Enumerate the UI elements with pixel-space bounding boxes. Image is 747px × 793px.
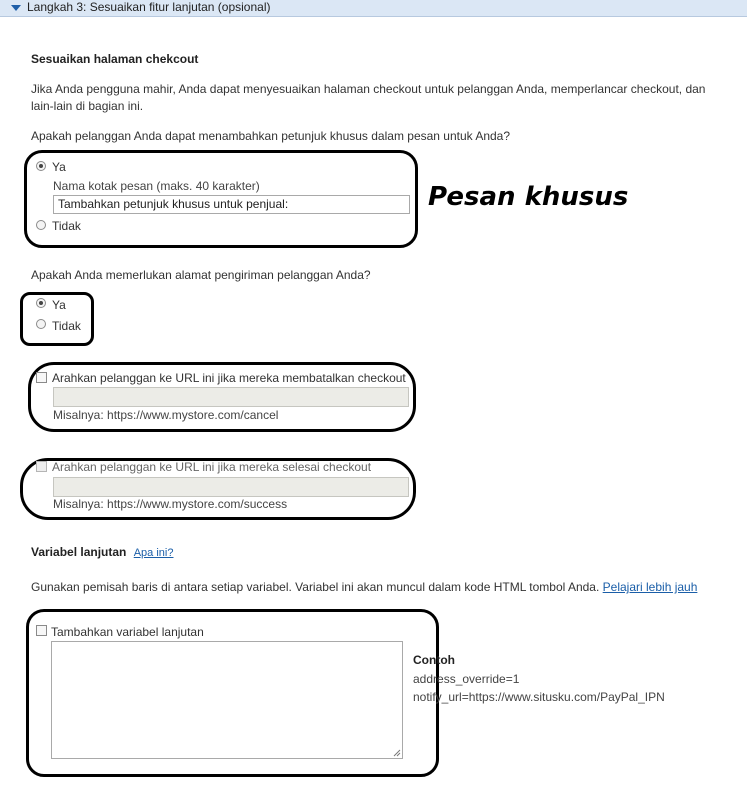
special-note-yes-label: Ya xyxy=(52,160,66,174)
advanced-vars-label: Tambahkan variabel lanjutan xyxy=(51,625,204,639)
special-note-no-label: Tidak xyxy=(52,219,81,233)
annotation-pesan-khusus: Pesan khusus xyxy=(428,182,629,212)
step-header[interactable] xyxy=(0,0,747,17)
resize-grip-icon[interactable] xyxy=(393,749,401,757)
success-url-input[interactable] xyxy=(53,477,409,497)
advanced-vars-checkbox[interactable] xyxy=(36,625,47,636)
success-url-checkbox[interactable] xyxy=(36,461,47,472)
step-header-title: Langkah 3: Sesuaikan fitur lanjutan (opsional) xyxy=(27,0,271,14)
example-line-1: address_override=1 xyxy=(413,672,520,686)
message-box-name-input[interactable]: Tambahkan petunjuk khusus untuk penjual: xyxy=(53,195,410,214)
example-title: Contoh xyxy=(413,653,455,667)
cancel-url-example: Misalnya: https://www.mystore.com/cancel xyxy=(53,408,279,422)
message-box-name-label: Nama kotak pesan (maks. 40 karakter) xyxy=(53,179,260,193)
cancel-url-label: Arahkan pelanggan ke URL ini jika mereka membatalkan checkout xyxy=(52,371,406,385)
checkout-desc-line1: Jika Anda pengguna mahir, Anda dapat menyesuaikan halaman checkout untuk pelanggan Anda, memperlancar checkout, dan xyxy=(31,82,706,96)
shipping-yes-radio[interactable] xyxy=(36,298,46,308)
shipping-no-label: Tidak xyxy=(52,319,81,333)
shipping-question: Apakah Anda memerlukan alamat pengiriman pelanggan Anda? xyxy=(31,268,371,282)
success-url-example: Misalnya: https://www.mystore.com/success xyxy=(53,497,288,511)
collapse-arrow-icon[interactable] xyxy=(11,5,21,11)
example-line-2: notify_url=https://www.situsku.com/PayPal_IPN xyxy=(413,690,665,704)
success-url-label: Arahkan pelanggan ke URL ini jika mereka selesai checkout xyxy=(52,460,372,474)
special-note-no-radio[interactable] xyxy=(36,220,46,230)
learn-more-link[interactable]: Pelajari lebih jauh xyxy=(602,580,698,594)
cancel-url-input[interactable] xyxy=(53,387,409,407)
cancel-url-checkbox[interactable] xyxy=(36,372,47,383)
special-note-yes-radio[interactable] xyxy=(36,161,46,171)
checkout-heading: Sesuaikan halaman chekcout xyxy=(31,52,199,66)
shipping-yes-label: Ya xyxy=(52,298,66,312)
advanced-desc: Gunakan pemisah baris di antara setiap variabel. Variabel ini akan muncul dalam kode HTML tombol Anda. xyxy=(31,580,600,594)
advanced-heading: Variabel lanjutan xyxy=(31,545,127,559)
advanced-vars-textarea[interactable] xyxy=(51,641,403,759)
shipping-no-radio[interactable] xyxy=(36,319,46,329)
special-note-question: Apakah pelanggan Anda dapat menambahkan petunjuk khusus dalam pesan untuk Anda? xyxy=(31,129,511,143)
what-is-this-link[interactable]: Apa ini? xyxy=(133,547,174,559)
checkout-desc-line2: lain-lain di bagian ini. xyxy=(31,99,144,113)
